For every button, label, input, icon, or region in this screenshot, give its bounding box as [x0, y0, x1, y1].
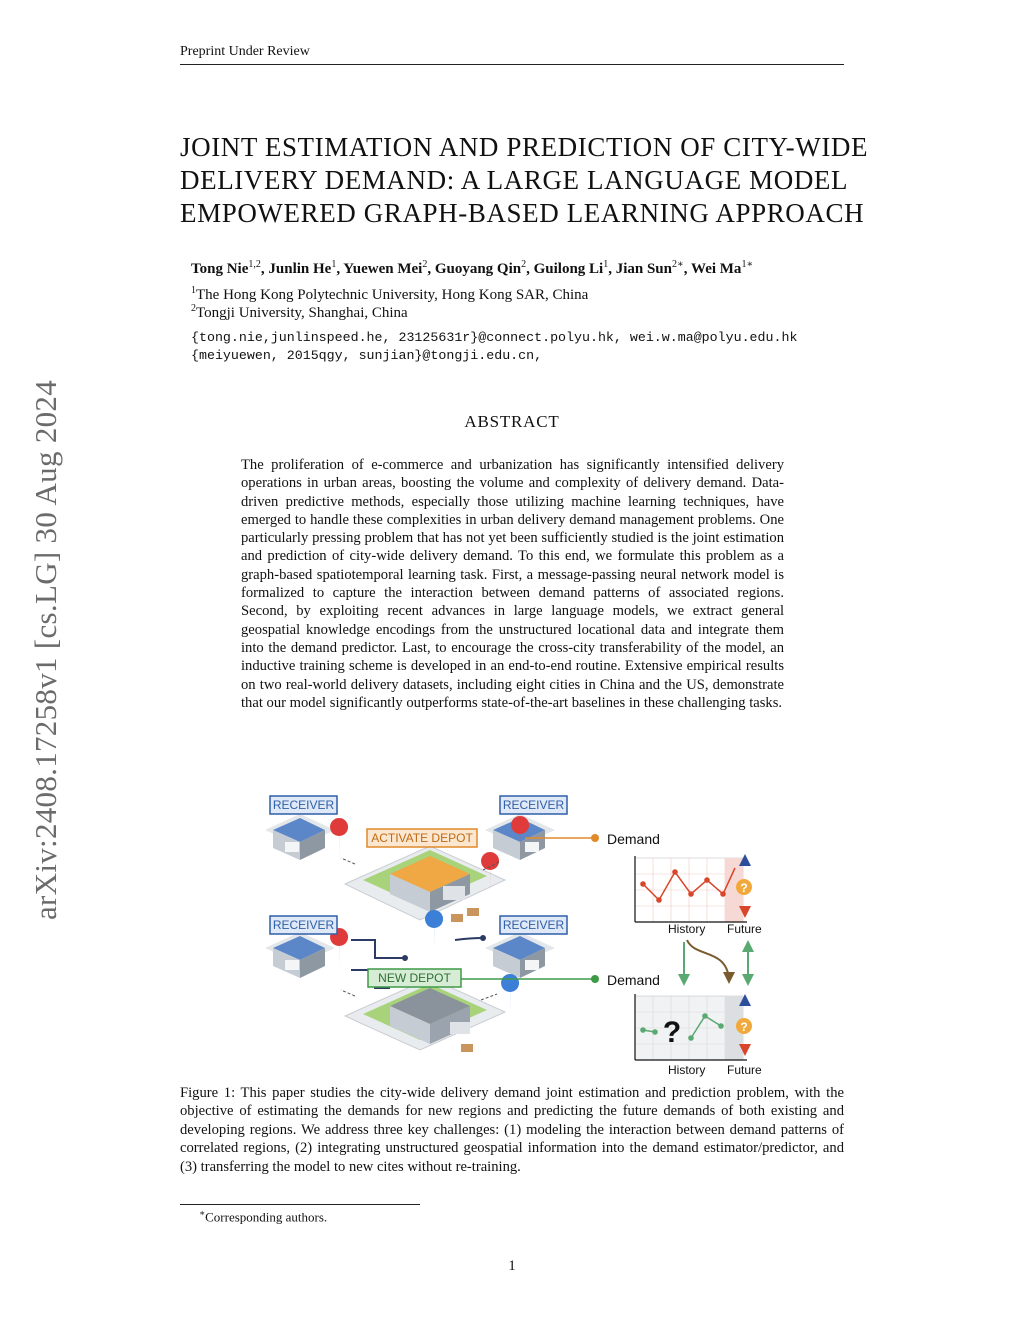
author-name-text: Tong Nie: [191, 261, 249, 277]
paper-title: [180, 131, 869, 230]
receiver-label-top-left: [270, 796, 337, 814]
arxiv-identifier[interactable]: arXiv:2408.17258v1 [cs.LG] 30 Aug 2024: [28, 379, 63, 921]
data-point: [720, 891, 726, 897]
author-affiliation-mark: 1∗: [741, 259, 754, 270]
affiliation-2: $^2$Tongji University, Shanghai, China: [191, 303, 408, 321]
transfer-curve-arrow: [687, 940, 729, 978]
truck-icon: [450, 1022, 470, 1034]
author-affiliation-mark: 1,2: [248, 259, 261, 270]
connector-dot: [591, 975, 599, 983]
arrow-head: [723, 972, 735, 984]
location-pin-icon: [501, 974, 519, 1016]
future-unknown-mark: ?: [740, 881, 748, 895]
data-point: [702, 1013, 708, 1019]
author-name: [268, 261, 336, 277]
data-point: [704, 877, 710, 883]
author-name: [343, 261, 427, 277]
network-node: [402, 955, 408, 961]
data-point: [652, 1029, 658, 1035]
package-icon: [467, 908, 479, 916]
abstract-body: The proliferation of e-commerce and urbanization has significantly intensified delivery operations in urban areas, boosting the volume and complexity of delivery demand. Data-driven predictive methods, especially those utilizing machine learning techniques, have emerged to handle these complexities in urban delivery demand management problems. One particularly pressing problem that has not yet been sufficiently studied is the joint estimation and prediction of city-wide delivery demand. To this end, we formulate this problem as a graph-based spatiotemporal learning task. First, a message-passing neural network model is formalized to capture the interaction between demand patterns of associated regions. Second, by exploiting recent advances in large language models, we extract general geospatial knowledge encodings from the unstructured locational data and integrate them into the demand predictor. Last, to encourage the cross-city transferability of the model, an inductive training scheme is developed in an end-to-end routine. Extensive empirical results on two real-world delivery datasets, including eight cities in China and the US, demonstrate that our model significantly outperforms state-of-the-art baselines in these challenging tasks.: [241, 457, 784, 711]
data-point: [640, 881, 646, 887]
running-head: Preprint Under Review: [180, 44, 310, 59]
package-icon: [451, 914, 463, 922]
receiver-label-text: RECEIVER: [272, 918, 335, 932]
activate-depot-label: [367, 829, 477, 847]
abstract-heading: ABSTRACT: [464, 412, 560, 431]
data-point: [672, 869, 678, 875]
figure-1-illustration: [255, 788, 775, 1080]
network-edge: [351, 940, 405, 958]
author-name: [691, 261, 753, 277]
future-unknown-mark: ?: [740, 1020, 748, 1034]
email-line-1[interactable]: {tong.nie,junlinspeed.he, 23125631r}@connect.polyu.hk, wei.w.ma@polyu.edu.hk: [191, 330, 798, 345]
history-label-bottom: History: [668, 1063, 706, 1077]
author-name: [534, 261, 609, 277]
author-affiliation-mark: 1: [331, 259, 337, 270]
title-line-1: JOINT ESTIMATION AND PREDICTION OF CITY-WIDE: [180, 132, 869, 162]
author-name: [191, 261, 261, 277]
receiver-building-mid-left: [265, 932, 335, 978]
receiver-label-top-right: [500, 796, 567, 814]
receiver-label-text: RECEIVER: [502, 918, 565, 932]
package-icon: [461, 1044, 473, 1052]
data-point: [718, 1023, 724, 1029]
demand-chart-bottom: [635, 994, 752, 1060]
connector-dot: [591, 834, 599, 842]
location-pin-icon: [425, 910, 443, 952]
receiver-label-text: RECEIVER: [272, 798, 335, 812]
demand-chart-top: [635, 854, 752, 922]
figure-caption: Figure 1: This paper studies the city-wide delivery demand joint estimation and prediction problem, with the objective of estimating the demands for new regions and predicting the future demands of both existing and developing regions. We address three key challenges: (1) modeling the interaction between demand patterns of correlated regions, (2) integrating unstructured geospatial information into the demand estimator/predictor, and (3) transferring the model to new cites without re-training.: [180, 1085, 844, 1175]
author-affiliation-mark: 2∗: [672, 259, 684, 270]
network-node: [480, 935, 486, 941]
author-name: [435, 261, 526, 277]
data-point: [640, 1027, 646, 1033]
title-line-2: DELIVERY DEMAND: A LARGE LANGUAGE MODEL: [180, 165, 849, 195]
flow-arrow: [481, 994, 497, 1000]
receiver-building-top-left: [265, 814, 335, 860]
affiliation-1: $^1$The Hong Kong Polytechnic University, Hong Kong SAR, China: [191, 285, 589, 303]
header-rule: [180, 64, 844, 65]
data-point: [688, 891, 694, 897]
receiver-label-mid-left: [270, 916, 337, 934]
title-line-3: EMPOWERED GRAPH-BASED LEARNING APPROACH: [180, 198, 865, 228]
demand-label-bottom: Demand: [607, 972, 660, 988]
location-pin-icon: [330, 818, 348, 860]
truck-icon: [443, 886, 465, 900]
missing-demand-mark: ?: [662, 1016, 682, 1049]
flow-arrow: [341, 858, 355, 864]
author-name-text: Guoyang Qin: [434, 261, 522, 277]
author-name-text: Jian Sun: [615, 261, 672, 277]
flow-arrow: [341, 990, 355, 996]
receiver-building-mid-right: [485, 932, 555, 978]
new-depot-label: [368, 969, 461, 987]
future-label-top: Future: [727, 922, 762, 936]
history-label-top: History: [668, 922, 706, 936]
footnote: ∗Corresponding authors.: [199, 1208, 328, 1225]
author-affiliation-mark: 2: [422, 259, 428, 270]
author-name-text: Junlin He: [268, 261, 332, 277]
arrow-head: [678, 974, 690, 986]
arrow-head: [742, 974, 754, 986]
network-edge: [455, 938, 483, 940]
author-name: [616, 261, 684, 277]
demand-label-top: Demand: [607, 831, 660, 847]
author-name-text: Wei Ma: [691, 261, 742, 277]
activate-depot-text: ACTIVATE DEPOT: [371, 831, 473, 845]
author-name-text: Yuewen Mei: [343, 261, 423, 277]
data-point: [656, 897, 662, 903]
email-line-2[interactable]: {meiyuewen, 2015qgy, sunjian}@tongji.edu.cn,: [191, 348, 543, 363]
author-affiliation-mark: 1: [603, 259, 609, 270]
new-depot-text: NEW DEPOT: [378, 971, 451, 985]
data-point: [688, 1035, 694, 1041]
author-list: Tong Nie$^{1,2}$, Junlin He$^1$, Yuewen Mei$^2$, Guoyang Qin$^2$, Guilong Li$^1$, Jian Sun$^{2∗}$, Wei $Ma^{1∗}$: [191, 259, 754, 277]
receiver-label-text: RECEIVER: [502, 798, 565, 812]
receiver-label-mid-right: [500, 916, 567, 934]
page-number: 1: [508, 1258, 516, 1274]
footnote-rule: [180, 1204, 420, 1205]
author-name-text: Guilong Li: [533, 261, 604, 277]
author-affiliation-mark: 2: [521, 259, 527, 270]
arrow-head: [742, 940, 754, 952]
future-label-bottom: Future: [727, 1063, 762, 1077]
